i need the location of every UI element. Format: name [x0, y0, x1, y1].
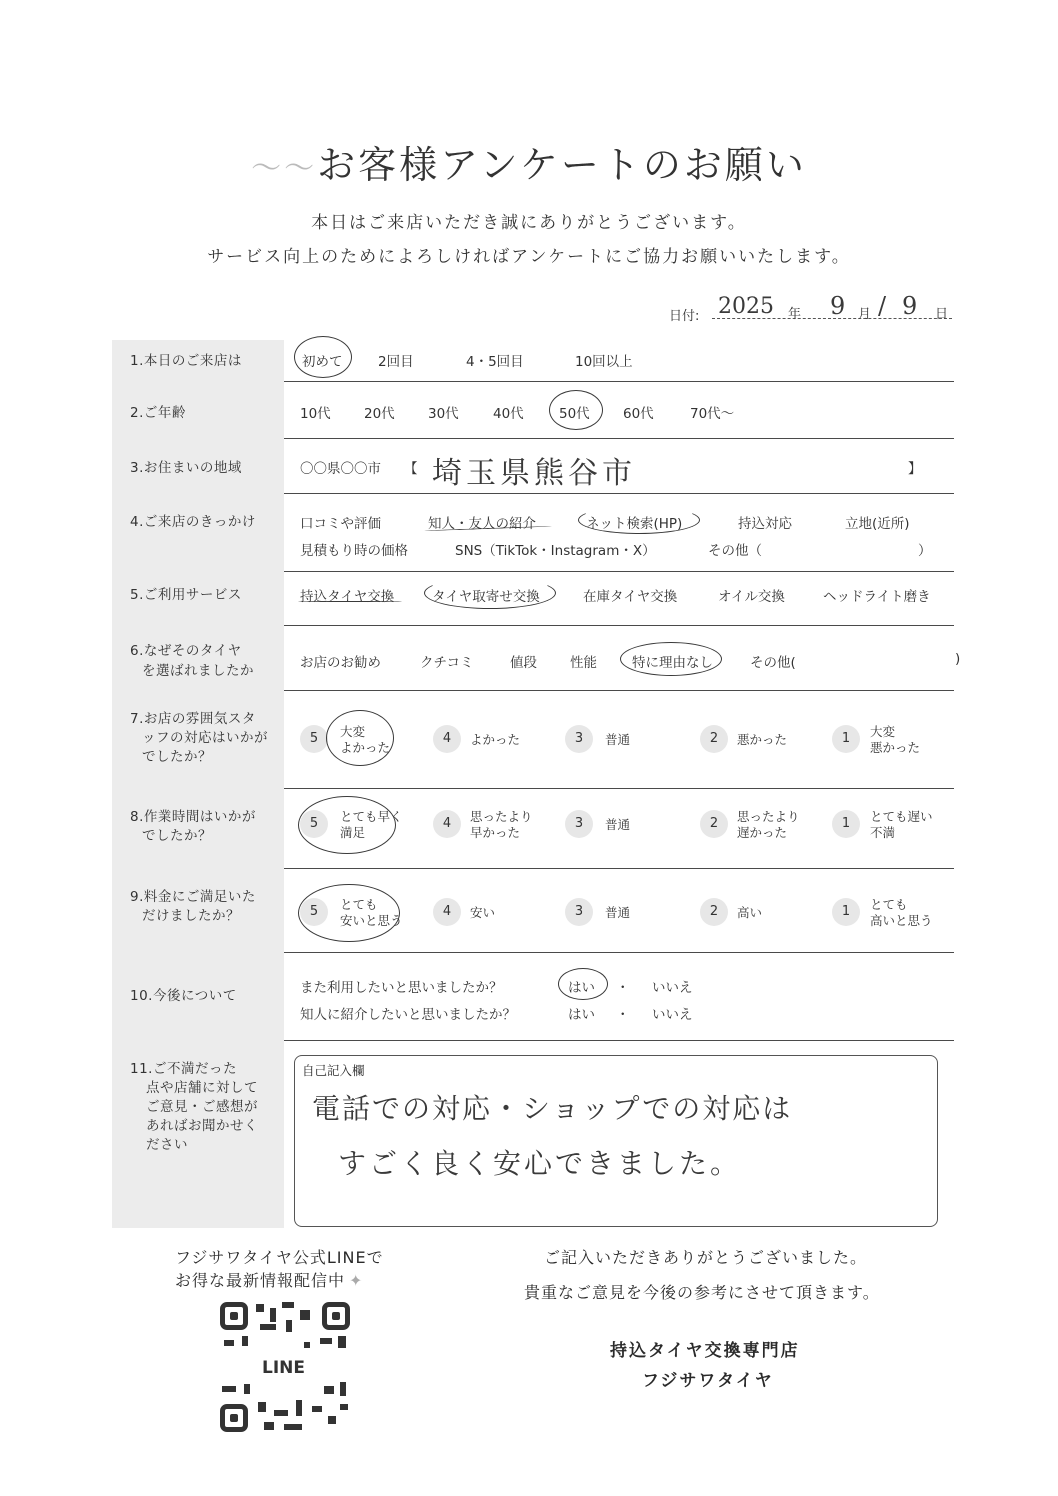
date-year-unit: 年 — [788, 307, 802, 322]
q6-option-reviews[interactable]: クチコミ — [420, 655, 474, 671]
qr-finder — [322, 1302, 350, 1330]
q6-label-line2: を選ばれましたか — [142, 663, 254, 679]
qr-module — [320, 1338, 332, 1344]
q1-option-second[interactable]: 2回目 — [378, 354, 414, 370]
q3-bracket-open: 【 — [404, 461, 418, 477]
thanks-line1: ご記入いただきありがとうございました。 — [544, 1248, 868, 1267]
date-label: 日付: — [669, 309, 700, 324]
q5-option-headlight[interactable]: ヘッドライト磨き — [823, 589, 931, 605]
q8-scale-2-line2: 遅かった — [737, 825, 788, 840]
date-day-unit: 日 — [935, 307, 949, 322]
q8-label-line1: 8.作業時間はいかが — [130, 809, 256, 825]
q9-scale-1-line1: とても — [870, 897, 908, 912]
q10-return-question: また利用したいと思いましたか？ — [300, 980, 503, 996]
q7-label-line1: 7.お店の雰囲気スタ — [130, 711, 256, 727]
qr-module — [282, 1302, 294, 1308]
q7-scale-5-line2: よかった — [340, 740, 391, 755]
q7-scale-4[interactable]: 4 — [433, 725, 461, 753]
q9-scale-4-label: 安い — [470, 905, 496, 920]
divider — [284, 1040, 954, 1041]
q8-scale-1[interactable]: 1 — [832, 810, 860, 838]
q10-return-selected-ring — [558, 968, 608, 1000]
q7-scale-4-label: よかった — [470, 732, 521, 747]
q8-scale-5-line1: とても早く — [340, 809, 403, 824]
line-qr-code[interactable] — [220, 1302, 350, 1432]
q11-label-line1: 11.ご不満だった — [130, 1061, 237, 1077]
q9-scale-4[interactable]: 4 — [433, 898, 461, 926]
q6-selected-ring — [620, 642, 722, 676]
q3-label: 3.お住まいの地域 — [130, 460, 242, 476]
q9-scale-5[interactable]: 5 — [300, 898, 328, 926]
date-day-value: 9 — [902, 292, 918, 320]
q9-scale-1[interactable]: 1 — [832, 898, 860, 926]
q9-scale-2[interactable]: 2 — [700, 898, 728, 926]
page-title — [0, 134, 1058, 189]
intro-line-2: サービス向上のためによろしければアンケートにご協力お願いいたします。 — [207, 247, 851, 267]
q7-scale-1-line1: 大変 — [870, 724, 896, 739]
date-slash: / — [878, 292, 887, 320]
q8-label-line2: でしたか？ — [142, 828, 212, 844]
q8-selected-ring — [298, 796, 396, 854]
qr-module — [312, 1406, 322, 1412]
divider — [284, 381, 954, 382]
q6-option-other[interactable]: その他( — [750, 655, 796, 671]
date-month-unit: 月 — [858, 307, 872, 322]
q9-scale-3-label: 普通 — [605, 905, 631, 920]
q7-scale-2-label: 悪かった — [737, 732, 788, 747]
qr-module — [244, 1384, 250, 1394]
q6-other-close: ) — [955, 651, 961, 667]
q8-scale-4-line1: 思ったより — [470, 809, 533, 824]
divider — [284, 868, 954, 869]
q4-option-reviews[interactable]: 口コミや評価 — [300, 516, 381, 532]
qr-module — [340, 1404, 348, 1410]
q7-label-line2: ッフの対応はいかが — [142, 730, 268, 746]
q2-option-30[interactable]: 30代 — [428, 406, 459, 422]
q3-answer[interactable]: 埼玉県熊谷市 — [432, 456, 636, 491]
qr-module — [270, 1308, 276, 1322]
q4-option-estimate[interactable]: 見積もり時の価格 — [300, 543, 408, 559]
q6-option-price[interactable]: 値段 — [510, 655, 537, 671]
q9-selected-ring — [298, 884, 400, 942]
q4-option-bring-in[interactable]: 持込対応 — [738, 516, 792, 532]
qr-module — [296, 1400, 302, 1416]
date-month-value: 9 — [830, 292, 846, 320]
qr-line-label: LINE — [258, 1358, 309, 1378]
q9-label-line2: だけましたか？ — [142, 908, 240, 924]
q4-web-search-mark — [578, 506, 700, 534]
q8-scale-5[interactable]: 5 — [300, 810, 328, 838]
q10-refer-yes[interactable]: はい — [568, 1007, 595, 1023]
qr-finder — [220, 1302, 248, 1330]
shop-type: 持込タイヤ交換専門店 — [610, 1341, 800, 1361]
q7-scale-3-label: 普通 — [605, 732, 631, 747]
qr-module — [260, 1324, 276, 1330]
q4-option-other[interactable]: その他（ — [708, 543, 762, 559]
q1-selected-ring — [294, 336, 352, 378]
divider — [284, 952, 954, 953]
q9-scale-3[interactable]: 3 — [565, 898, 593, 926]
qr-module — [284, 1424, 302, 1430]
memo-title: 自己記入欄 — [302, 1063, 365, 1078]
q4-option-referral[interactable]: 知人・友人の紹介 — [428, 516, 536, 532]
q8-scale-3[interactable]: 3 — [565, 810, 593, 838]
qr-module — [286, 1320, 292, 1332]
q2-option-70[interactable]: 70代〜 — [690, 406, 735, 422]
q7-scale-2[interactable]: 2 — [700, 725, 728, 753]
qr-module — [338, 1336, 346, 1348]
q2-option-40[interactable]: 40代 — [493, 406, 524, 422]
q4-option-location[interactable]: 立地(近所) — [845, 516, 910, 532]
qr-module — [324, 1386, 334, 1394]
qr-module — [222, 1386, 236, 1392]
q4-label: 4.ご来店のきっかけ — [130, 514, 256, 530]
q1-label: 1.本日のご来店は — [130, 353, 242, 369]
q5-bring-in-underline — [298, 601, 402, 602]
qr-finder — [220, 1404, 248, 1432]
q4-option-web-search[interactable]: ネット検索(HP) — [586, 516, 683, 532]
qr-module — [328, 1416, 336, 1424]
q8-scale-1-line1: とても遅い — [870, 809, 933, 824]
shop-name: フジサワタイヤ — [642, 1371, 774, 1391]
qr-module — [340, 1382, 346, 1396]
q3-prefix: 〇〇県〇〇市 — [300, 461, 381, 477]
divider — [284, 788, 954, 789]
q5-order-mark — [424, 577, 556, 609]
thanks-line2: 貴重なご意見を今後の参考にさせて頂きます。 — [524, 1283, 880, 1302]
q7-label-line3: でしたか？ — [142, 749, 212, 765]
q6-label-line1: 6.なぜそのタイヤ — [130, 643, 242, 659]
q10-label: 10.今後について — [130, 988, 237, 1004]
q5-label: 5.ご利用サービス — [130, 587, 242, 603]
qr-module — [300, 1310, 310, 1320]
q2-option-20[interactable]: 20代 — [364, 406, 395, 422]
q8-scale-1-line2: 不満 — [870, 825, 896, 840]
q8-scale-5-line2: 満足 — [340, 825, 366, 840]
q7-scale-3[interactable]: 3 — [565, 725, 593, 753]
q8-scale-4[interactable]: 4 — [433, 810, 461, 838]
q5-option-stock[interactable]: 在庫タイヤ交換 — [583, 589, 678, 605]
qr-module — [224, 1340, 234, 1346]
q7-scale-1[interactable]: 1 — [832, 725, 860, 753]
q10-refer-dot: ・ — [616, 1007, 630, 1023]
q8-scale-3-label: 普通 — [605, 817, 631, 832]
title-text: お客様アンケートのお願い — [317, 143, 807, 187]
title-decoration: 〜〜 — [251, 151, 318, 186]
line-promo-line1: フジサワタイヤ公式LINEで — [175, 1248, 384, 1267]
q9-scale-5-line1: とても — [340, 897, 378, 912]
memo-box[interactable] — [294, 1055, 938, 1227]
q10-return-dot: ・ — [616, 980, 630, 996]
q9-scale-5-line2: 安いと思う — [340, 913, 403, 928]
memo-answer-line1[interactable]: 電話での対応・ショップでの対応は — [312, 1092, 793, 1125]
q10-refer-no[interactable]: いいえ — [652, 1007, 693, 1023]
q11-label-line4: あればお聞かせく — [146, 1118, 258, 1134]
q6-option-no-reason[interactable]: 特に理由なし — [632, 655, 713, 671]
q7-scale-1-line2: 悪かった — [870, 740, 921, 755]
q6-option-recommend[interactable]: お店のお勧め — [300, 655, 381, 671]
q2-option-10[interactable]: 10代 — [300, 406, 331, 422]
qr-module — [274, 1410, 288, 1416]
q8-scale-2-line1: 思ったより — [737, 809, 800, 824]
divider — [284, 625, 954, 626]
qr-module — [264, 1422, 274, 1430]
divider — [284, 493, 954, 494]
q10-return-no[interactable]: いいえ — [652, 980, 693, 996]
q1-option-fourfive[interactable]: 4・5回目 — [466, 354, 524, 370]
q8-scale-4-line2: 早かった — [470, 825, 521, 840]
q11-label-line5: ださい — [146, 1137, 188, 1153]
qr-module — [242, 1336, 248, 1346]
q2-label: 2.ご年齢 — [130, 405, 186, 421]
divider — [284, 438, 954, 439]
q2-option-50[interactable]: 50代 — [559, 406, 590, 422]
q7-scale-5-line1: 大変 — [340, 724, 366, 739]
sparkle-icon: ✦ — [349, 1271, 364, 1290]
memo-answer-line2[interactable]: すごく良く安心できました。 — [338, 1147, 742, 1180]
line-promo-line2 — [175, 1268, 363, 1291]
q9-scale-1-line2: 高いと思う — [870, 913, 933, 928]
qr-module — [258, 1402, 266, 1412]
q3-bracket-close: 】 — [908, 461, 922, 477]
q1-option-ten[interactable]: 10回以上 — [575, 354, 633, 370]
intro-line-1: 本日はご来店いただき誠にありがとうございます。 — [311, 213, 747, 233]
divider — [284, 571, 954, 572]
date-year-value: 2025 — [718, 294, 774, 319]
q9-label-line1: 9.料金にご満足いた — [130, 889, 256, 905]
q5-option-order[interactable]: タイヤ取寄せ交換 — [432, 589, 540, 605]
divider — [284, 690, 954, 691]
q6-option-performance[interactable]: 性能 — [570, 655, 597, 671]
q1-option-first[interactable]: 初めて — [302, 354, 343, 370]
line-promo-text: お得な最新情報配信中 — [175, 1271, 346, 1290]
qr-module — [304, 1342, 310, 1348]
q7-selected-ring — [326, 710, 394, 766]
q4-other-close: ） — [918, 543, 932, 559]
q10-refer-question: 知人に紹介したいと思いましたか？ — [300, 1007, 516, 1023]
q8-scale-2[interactable]: 2 — [700, 810, 728, 838]
q11-label-line3: ご意見・ご感想が — [146, 1099, 258, 1115]
q9-scale-2-label: 高い — [737, 905, 763, 920]
q5-option-bring-in[interactable]: 持込タイヤ交換 — [300, 589, 395, 605]
q7-scale-5[interactable]: 5 — [300, 725, 328, 753]
q5-option-oil[interactable]: オイル交換 — [718, 589, 785, 605]
q2-option-60[interactable]: 60代 — [623, 406, 654, 422]
q10-return-yes[interactable]: はい — [568, 980, 595, 996]
qr-module — [256, 1304, 264, 1312]
q4-option-sns[interactable]: SNS（TikTok・Instagram・X） — [455, 543, 656, 559]
q2-selected-ring — [549, 390, 603, 430]
q11-label-line2: 点や店舗に対して — [146, 1080, 258, 1096]
